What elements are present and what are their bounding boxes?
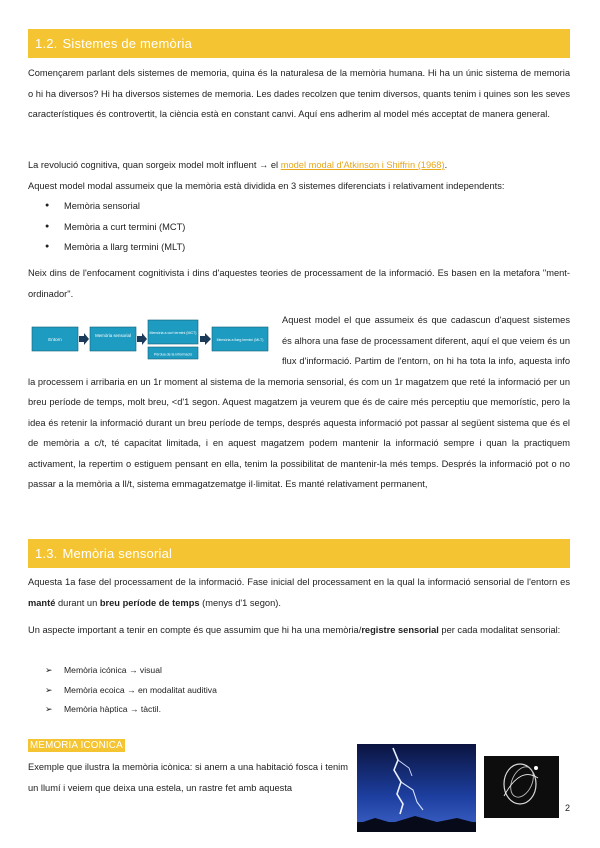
bold-mante: manté (28, 597, 56, 608)
diagram-box-sensorial (90, 327, 136, 351)
list-item: ● Memòria sensorial (28, 196, 570, 217)
list-item: ➢ Memòria ecoica → en modalitat auditiva (28, 681, 570, 701)
modalities-block (28, 661, 570, 720)
modalities-list (28, 661, 570, 720)
diagram-label-perdua: Pèrdua de la informació (154, 352, 192, 357)
atkinson-shiffrin-link[interactable]: model modal d'Atkinson i Shiffrin (1968) (280, 160, 445, 170)
lightning-icon (357, 744, 476, 832)
intro-paragraph: Començarem parlant dels sistemes de memoria, quina és la naturalesa de la memòria humana. Hi ha un únic sistema de memoria o hi ha diversos? Hi ha diversos sistemes de memoria. Les dades recolzen que tenim diversos, quants tenim i quines son les seves característiques és controvertit, la ciència està en constant canvi. Aquí ens adherim al model més acceptat de manera general. (28, 68, 570, 119)
flow-paragraph-block (28, 310, 570, 495)
example-paragraph: Exemple que ilustra la memòria icònica: si anem a una habitació fosca i tenim un llumí i veiem que deixa una estela, un rastre fet amb aquesta (28, 762, 348, 793)
section-header-1-3 (28, 539, 570, 568)
section-number: 1.2. (35, 36, 58, 51)
memory-systems-list (28, 196, 570, 258)
sparkler-image (484, 756, 559, 818)
diagram-label-mlt: Memòria a llarg termini (MLT) (216, 338, 264, 342)
model-block (28, 155, 570, 258)
page-number: 2 (564, 803, 570, 813)
paradigm-paragraph: Neix dins de l'enfocament cognitivista i dins d'aquestes teories de processament de la informació. Es basen en la metafora "ment-ordinador". (28, 268, 570, 299)
modal-model-diagram (28, 316, 274, 366)
list-item: ● Memòria a llarg termini (MLT) (28, 237, 570, 258)
list-item: ➢ Memòria icónica → visual (28, 661, 570, 681)
list-item: ➢ Memòria hàptica → tàctil. (28, 700, 570, 720)
diagram-label-entorn: Entorn (48, 337, 62, 342)
diagram-svg (28, 316, 274, 366)
flow-paragraph: Aquest model el que assumeix és que cadascun d'aquest sistemes és alhora una fase de processament diferent, aquí el que veiem és un flux d'informació. Partim de l'entorn, on hi ha tota la info, aquesta info la processem i arribaria en un 1r moment al sistema de la memoria sensorial, és com un 1r magatzem que reté la informació per un breu període de temps, molt breu, <d'1 segon. Aquest magatzem ja veurem que és de caire més perceptiu que memorístic, pero la idea és retenir la informació durant un breu període de temps, després aquesta informació pot passar al següent sistema que és el de memòria a c/t, té capacitat limitada, i en aquest magatzem podem mantenir la informació sempre i quan la practiquem activament, la repertim o estiguem pensant en ella, tenim la possibilitat de mantenir-la més temps. Després la informació pot o no passar a la memòria a ll/t, sistema emmagatzematge il·limitat. Es manté relativament permanent, (28, 315, 570, 489)
section-number: 1.3. (35, 546, 58, 561)
sensory-paragraph-1: Aquesta 1a fase del processament de la informació. Fase inicial del processament en la qual la informació sensorial de l'entorn es manté durant un breu període de temps (menys d'1 segon). (28, 577, 570, 608)
sparkler-trail-icon (484, 756, 559, 818)
lightning-image (357, 744, 476, 832)
section-title: Sistemes de memòria (62, 36, 192, 51)
revolution-line: La revolució cognitiva, quan sorgeix model molt influent → el model modal d'Atkinson i Shiffrin (1968). (28, 160, 448, 170)
sensory-paragraph-2: Un aspecte important a tenir en compte és que assumim que hi ha una memòria/registre sensorial per cada modalitat sensorial: (28, 625, 561, 635)
diagram-label-mct: Memòria a curt termini (MCT) (149, 331, 197, 335)
section-header-1-2 (28, 29, 570, 58)
model-description: Aquest model modal assumeix que la memòria està dividida en 3 sistemes diferenciats i relativament independents: (28, 180, 505, 191)
diagram-label-sensorial (95, 333, 131, 338)
memoria-iconica-heading: MEMORIA ICONICA (30, 740, 123, 751)
bold-breu-periode: breu període de temps (99, 597, 200, 608)
list-item: ● Memòria a curt termini (MCT) (28, 217, 570, 238)
section-title: Memòria sensorial (62, 546, 173, 561)
bold-registre-sensorial: registre sensorial (361, 625, 439, 635)
subheading-block (28, 735, 348, 757)
diagram-label-sensorial-text: Memòria sensorial (95, 333, 131, 338)
